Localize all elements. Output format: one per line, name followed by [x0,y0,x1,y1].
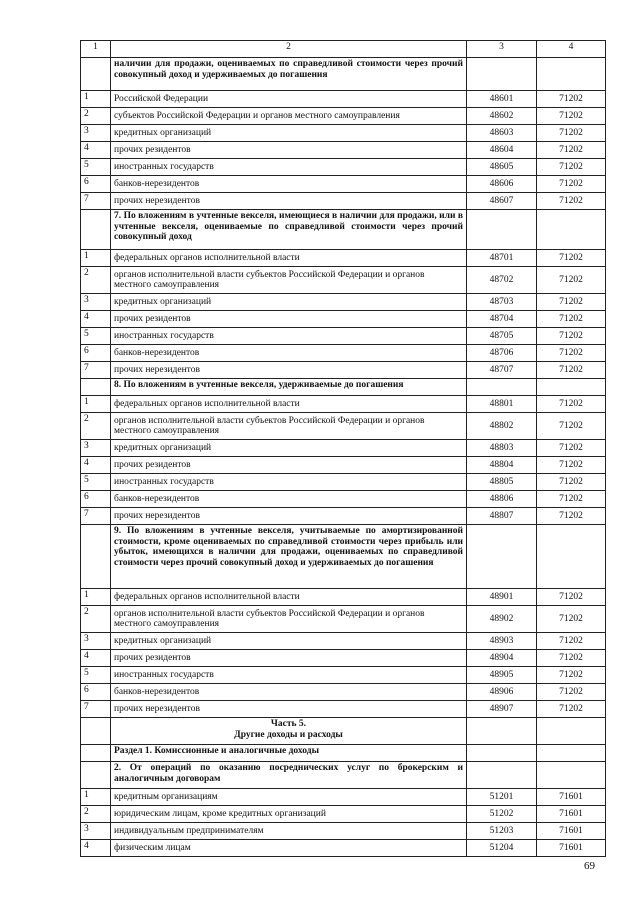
row-symbol-code: 71202 [537,474,606,491]
table-row [81,125,606,142]
row-account-code: 48607 [467,193,537,210]
table-row [81,396,606,413]
row-number: 7 [81,193,111,210]
row-account-code: 48704 [467,311,537,328]
table-row [81,108,606,125]
table-row [81,345,606,362]
row-number: 3 [81,294,111,311]
row-symbol-code: 71202 [537,633,606,650]
row-description: иностранных государств [111,159,467,176]
section-heading-row [81,210,606,250]
section-heading-row [81,525,606,589]
row-account-code: 48806 [467,491,537,508]
table-row [81,362,606,379]
row-account-code: 48804 [467,457,537,474]
table-row [81,142,606,159]
row-description: иностранных государств [111,474,467,491]
row-description: банков-нерезидентов [111,684,467,701]
row-symbol-code: 71202 [537,250,606,267]
row-description: иностранных государств [111,328,467,345]
section-heading-row [81,379,606,396]
table-row [81,491,606,508]
row-symbol-code: 71202 [537,142,606,159]
row-number-empty [81,762,111,789]
row-number-empty [81,210,111,250]
section-heading-row [81,58,606,91]
row-symbol-code: 71202 [537,345,606,362]
row-number: 4 [81,142,111,159]
row-description: федеральных органов исполнительной власти [111,250,467,267]
row-description: юридическим лицам, кроме кредитных организаций [111,806,467,823]
row-description: банков-нерезидентов [111,176,467,193]
row-empty [467,525,537,589]
row-description: кредитным организациям [111,789,467,806]
table-row [81,413,606,440]
row-symbol-code: 71601 [537,789,606,806]
part-heading-line-2: Другие доходы и расходы [234,729,343,740]
row-description: банков-нерезидентов [111,491,467,508]
row-description: кредитных организаций [111,294,467,311]
row-number: 1 [81,250,111,267]
row-account-code: 48807 [467,508,537,525]
row-account-code: 48902 [467,606,537,633]
row-description: прочих резидентов [111,311,467,328]
row-account-code: 48703 [467,294,537,311]
header-col-3: 3 [467,41,537,58]
row-empty [467,58,537,91]
row-symbol-code: 71202 [537,193,606,210]
row-number-empty [81,379,111,396]
row-number: 3 [81,633,111,650]
row-symbol-code: 71202 [537,508,606,525]
table-row [81,806,606,823]
row-number: 2 [81,413,111,440]
section-heading: 8. По вложениям в учтенные векселя, удерживаемые до погашения [111,379,467,396]
row-empty [537,379,606,396]
row-empty [467,379,537,396]
row-description: кредитных организаций [111,440,467,457]
accounts-table [80,40,606,857]
row-account-code: 48801 [467,396,537,413]
row-symbol-code: 71202 [537,457,606,474]
row-description: федеральных органов исполнительной власти [111,396,467,413]
row-number: 5 [81,667,111,684]
row-symbol-code: 71601 [537,823,606,840]
table-row [81,840,606,857]
row-account-code: 48802 [467,413,537,440]
table-row [81,267,606,294]
row-symbol-code: 71202 [537,176,606,193]
row-number-empty [81,58,111,91]
row-account-code: 48706 [467,345,537,362]
row-symbol-code: 71202 [537,684,606,701]
row-number: 4 [81,311,111,328]
row-symbol-code: 71202 [537,606,606,633]
row-symbol-code: 71202 [537,396,606,413]
row-empty [537,210,606,250]
row-account-code: 48602 [467,108,537,125]
page-number: 69 [584,860,595,872]
table-row [81,440,606,457]
row-description: органов исполнительной власти субъектов Российской Федерации и органов местного самоуправления [111,413,467,440]
table-header-row [81,41,606,58]
row-description: субъектов Российской Федерации и органов местного самоуправления [111,108,467,125]
row-number: 1 [81,396,111,413]
row-number-empty [81,718,111,745]
section-heading: 2. От операций по оказанию посреднических услуг по брокерским и аналогичным договорам [111,762,467,789]
row-number: 4 [81,650,111,667]
row-account-code: 48605 [467,159,537,176]
row-number: 2 [81,267,111,294]
row-account-code: 48906 [467,684,537,701]
row-symbol-code: 71202 [537,413,606,440]
row-empty [537,525,606,589]
table-row [81,250,606,267]
row-account-code: 48904 [467,650,537,667]
table-row [81,91,606,108]
table-row [81,311,606,328]
table-row [81,667,606,684]
row-account-code: 51201 [467,789,537,806]
row-symbol-code: 71202 [537,91,606,108]
row-empty [467,745,537,762]
row-symbol-code: 71202 [537,667,606,684]
row-description: индивидуальным предпринимателям [111,823,467,840]
row-account-code: 48907 [467,701,537,718]
row-number: 3 [81,125,111,142]
table-row [81,474,606,491]
row-empty [537,745,606,762]
table-row [81,176,606,193]
row-account-code: 48903 [467,633,537,650]
row-number-empty [81,525,111,589]
row-account-code: 48701 [467,250,537,267]
row-number: 5 [81,328,111,345]
row-symbol-code: 71202 [537,311,606,328]
row-empty [537,762,606,789]
table-row [81,328,606,345]
row-number: 5 [81,474,111,491]
row-description: банков-нерезидентов [111,345,467,362]
row-empty [467,762,537,789]
table-row [81,457,606,474]
row-account-code: 51203 [467,823,537,840]
row-symbol-code: 71202 [537,267,606,294]
section-heading-row [81,745,606,762]
header-col-4: 4 [537,41,606,58]
row-symbol-code: 71202 [537,362,606,379]
table-row [81,789,606,806]
header-col-1: 1 [81,41,111,58]
row-number: 7 [81,508,111,525]
table-row [81,633,606,650]
row-description: физическим лицам [111,840,467,857]
row-account-code: 51204 [467,840,537,857]
part-heading [111,718,467,745]
row-account-code: 48707 [467,362,537,379]
row-description: прочих резидентов [111,142,467,159]
row-symbol-code: 71202 [537,589,606,606]
table-row [81,684,606,701]
table-row [81,589,606,606]
row-empty [537,58,606,91]
row-description: прочих нерезидентов [111,193,467,210]
table-body [81,41,606,857]
row-description: прочих резидентов [111,650,467,667]
row-account-code: 48805 [467,474,537,491]
table-row [81,650,606,667]
row-description: иностранных государств [111,667,467,684]
row-account-code: 51202 [467,806,537,823]
row-empty [467,718,537,745]
row-symbol-code: 71202 [537,108,606,125]
row-account-code: 48705 [467,328,537,345]
row-number: 3 [81,823,111,840]
row-number: 5 [81,159,111,176]
table-row [81,294,606,311]
section-heading: Раздел 1. Комиссионные и аналогичные доходы [111,745,467,762]
row-number: 3 [81,440,111,457]
row-account-code: 48601 [467,91,537,108]
row-symbol-code: 71202 [537,328,606,345]
table-row [81,193,606,210]
row-description: Российской Федерации [111,91,467,108]
row-account-code: 48803 [467,440,537,457]
row-number: 6 [81,684,111,701]
row-number: 6 [81,491,111,508]
row-number-empty [81,745,111,762]
part-heading-line-1: Часть 5. [270,719,307,729]
row-symbol-code: 71202 [537,701,606,718]
row-symbol-code: 71202 [537,159,606,176]
row-number: 4 [81,840,111,857]
row-symbol-code: 71601 [537,840,606,857]
row-description: прочих резидентов [111,457,467,474]
row-number: 1 [81,789,111,806]
row-empty [537,718,606,745]
row-empty [467,210,537,250]
section-heading: 7. По вложениям в учтенные векселя, имеющиеся в наличии для продажи, или в учтенные векселя, оцениваемые по справедливой стоимости через прочий совокупный доход [111,210,467,250]
row-number: 2 [81,108,111,125]
row-description: кредитных организаций [111,125,467,142]
row-account-code: 48606 [467,176,537,193]
row-description: органов исполнительной власти субъектов Российской Федерации и органов местного самоуправления [111,267,467,294]
row-description: федеральных органов исполнительной власти [111,589,467,606]
row-number: 2 [81,606,111,633]
row-number: 2 [81,806,111,823]
row-symbol-code: 71202 [537,440,606,457]
row-number: 6 [81,345,111,362]
row-symbol-code: 71202 [537,491,606,508]
row-description: прочих нерезидентов [111,362,467,379]
row-symbol-code: 71601 [537,806,606,823]
row-number: 1 [81,91,111,108]
row-number: 7 [81,701,111,718]
row-account-code: 48603 [467,125,537,142]
table-row [81,606,606,633]
table-row [81,701,606,718]
row-symbol-code: 71202 [537,294,606,311]
section-heading: наличии для продажи, оцениваемых по справедливой стоимости через прочий совокупный доход и удерживаемых до погашения [111,58,467,91]
row-symbol-code: 71202 [537,650,606,667]
table-row [81,823,606,840]
row-account-code: 48702 [467,267,537,294]
row-symbol-code: 71202 [537,125,606,142]
row-number: 4 [81,457,111,474]
table-row [81,508,606,525]
section-heading: 9. По вложениям в учтенные векселя, учитываемые по амортизированной стоимости, кроме оцениваемых по справедливой стоимости через прибыль или убыток, имеющихся в наличии для продажи, оцениваемых по справедливой стоимости через прочий совокупный доход и удерживаемых до погашения [111,525,467,589]
row-account-code: 48604 [467,142,537,159]
part-heading-row [81,718,606,745]
row-number: 1 [81,589,111,606]
row-account-code: 48905 [467,667,537,684]
row-description: прочих нерезидентов [111,508,467,525]
section-heading-row [81,762,606,789]
row-number: 6 [81,176,111,193]
row-description: кредитных организаций [111,633,467,650]
row-description: органов исполнительной власти субъектов Российской Федерации и органов местного самоуправления [111,606,467,633]
header-col-2: 2 [111,41,467,58]
row-description: прочих нерезидентов [111,701,467,718]
row-account-code: 48901 [467,589,537,606]
table-row [81,159,606,176]
row-number: 7 [81,362,111,379]
